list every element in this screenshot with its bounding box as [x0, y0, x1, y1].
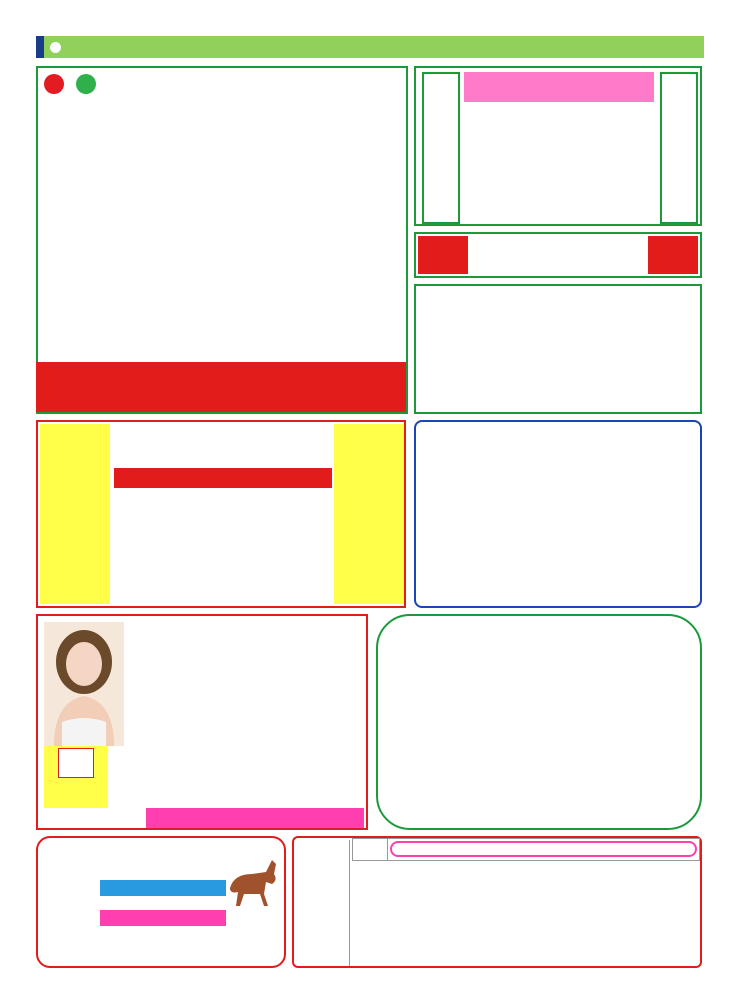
poem-issue-row: [414, 232, 702, 278]
erma-slogan: [114, 468, 332, 488]
latest-side: [52, 848, 76, 938]
erma-right-text: [334, 432, 404, 582]
poem-left-chars: [422, 72, 460, 224]
zodiac-panel: [414, 420, 702, 608]
zhoubo-table: [352, 838, 700, 860]
horse-icon: [222, 850, 282, 910]
tema-panel: [376, 614, 702, 830]
zhoubo-mid-left: [353, 838, 388, 860]
zhoubo-side: [298, 840, 350, 966]
guangong-panel: [414, 284, 702, 414]
xuankong-box: [44, 746, 108, 808]
wang-avatar: [44, 622, 124, 746]
erma-right-title: [334, 424, 404, 432]
wang-panel: [36, 614, 368, 830]
poem-issue: [418, 236, 468, 274]
poem-right-chars: [660, 72, 698, 224]
erma-panel: [36, 420, 406, 608]
erma-left: [40, 424, 110, 604]
erma-left-title: [40, 424, 110, 432]
zodiac-animals: [420, 458, 700, 568]
latest-guard: [100, 910, 226, 926]
zhoubo-panel: [292, 836, 702, 968]
wang-pred-1: [144, 698, 156, 712]
shenxian-banner: [36, 362, 406, 412]
poem-panel: [414, 66, 702, 226]
strip-dot-icon: [50, 42, 61, 53]
page-tag: [36, 36, 44, 58]
analysis-button[interactable]: [648, 236, 698, 274]
xuankong-number: [58, 748, 94, 778]
top-strip: [36, 36, 704, 58]
tema-side: [394, 628, 424, 818]
wang-bottom: [146, 808, 364, 828]
poem-pink-box: [464, 72, 654, 102]
zhoubo-mid-right: [390, 841, 697, 857]
erma-right: [334, 424, 404, 604]
green-dot-icon: [76, 74, 96, 94]
erma-left-text: [40, 432, 110, 582]
latest-panel: [36, 836, 286, 968]
red-dot-icon: [44, 74, 64, 94]
latest-main: [100, 880, 226, 896]
